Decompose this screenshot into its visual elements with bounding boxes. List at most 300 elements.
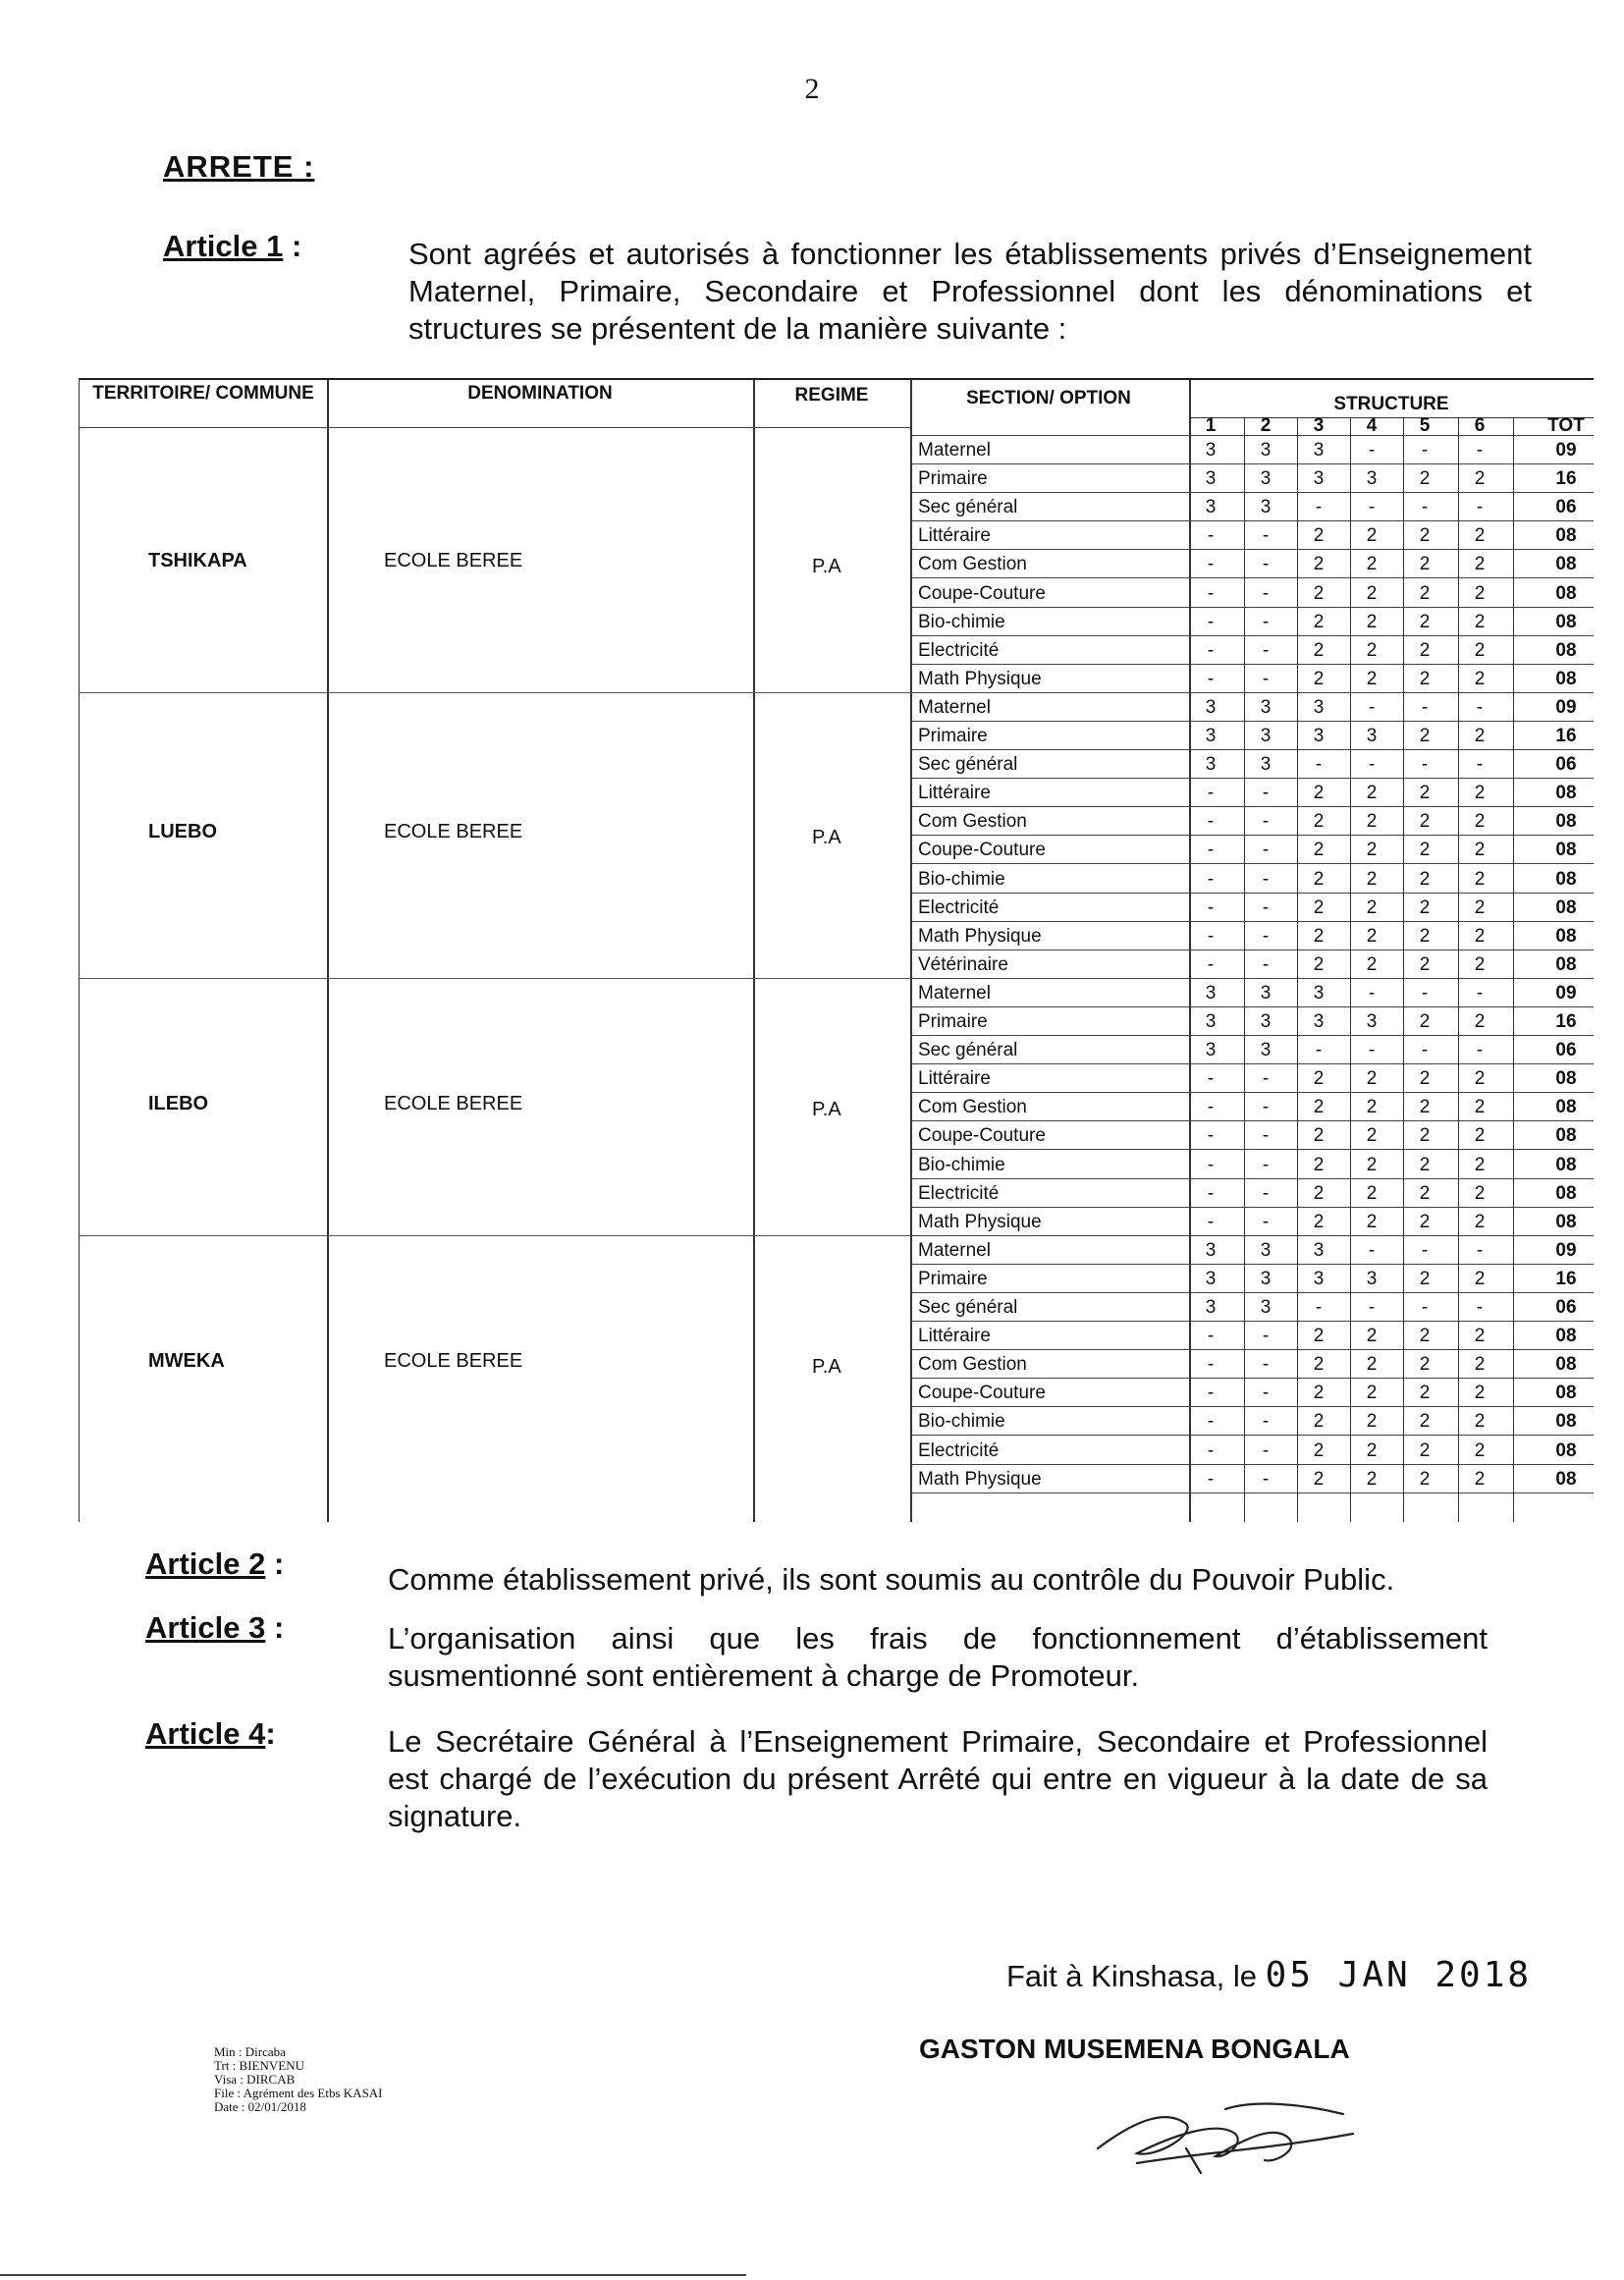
table-row [910, 578, 1594, 608]
structure-cell-5: 2 [1419, 1125, 1431, 1147]
structure-cell-5: 2 [1419, 468, 1431, 490]
header-denomination: DENOMINATION [467, 383, 613, 404]
structure-cell-1: - [1207, 1154, 1215, 1175]
structure-cell-4: 2 [1366, 1411, 1378, 1433]
table-row [910, 692, 1594, 722]
structure-cell-4: - [1368, 982, 1376, 1004]
structure-cell-6: 2 [1474, 726, 1486, 746]
section-option: Bio-chimie [918, 611, 1005, 632]
reference-line: Date : 02/01/2018 [214, 2099, 306, 2114]
structure-cell-6: - [1476, 754, 1484, 776]
structure-cell-1: 3 [1205, 1239, 1217, 1261]
table-row [910, 520, 1594, 550]
structure-cell-5: 2 [1419, 1011, 1431, 1032]
structure-cell-6: 2 [1474, 1326, 1486, 1347]
structure-cell-6: - [1476, 1040, 1484, 1061]
structure-cell-2: - [1262, 1154, 1270, 1175]
article-2-text: Comme établissement privé, ils sont soumis au contrôle du Pouvoir Public. [388, 1562, 1395, 1597]
regime: P.A [812, 1355, 841, 1378]
structure-cell-2: - [1262, 925, 1270, 947]
structure-cell-4: 2 [1366, 868, 1378, 890]
structure-cell-6: 2 [1474, 639, 1486, 661]
structure-cell-5: 2 [1419, 1154, 1431, 1175]
structure-cell-2: 3 [1260, 726, 1272, 746]
section-option: Com Gestion [918, 554, 1027, 575]
structure-cell-1: - [1207, 1468, 1215, 1490]
structure-cell-1: 3 [1205, 754, 1217, 776]
structure-cell-1: - [1207, 953, 1215, 975]
structure-cell-3: 2 [1313, 1068, 1325, 1090]
territoire-ilebo: ILEBO [148, 1092, 209, 1114]
structure-cell-4: - [1368, 696, 1376, 718]
total-cell: 08 [1555, 1411, 1577, 1433]
structure-cell-3: 2 [1313, 1383, 1325, 1404]
section-option: Bio-chimie [918, 1154, 1005, 1175]
structure-cell-3: 2 [1313, 1439, 1325, 1461]
section-option: Sec général [918, 1040, 1018, 1061]
structure-columns-header [910, 417, 1594, 436]
section-option: Maternel [918, 440, 991, 461]
structure-cell-5: - [1421, 696, 1429, 718]
article-4-label: Article 4: [145, 1716, 276, 1751]
denomination: ECOLE BEREE [384, 1349, 523, 1372]
structure-cell-6: - [1476, 982, 1484, 1004]
structure-cell-4: - [1368, 754, 1376, 776]
table-row [910, 978, 1594, 1007]
section-option: Sec général [918, 1297, 1018, 1318]
structure-cell-3: 2 [1313, 840, 1325, 861]
col-header-2: 2 [1260, 415, 1272, 436]
structure-cell-4: 3 [1366, 468, 1378, 490]
total-cell: 08 [1555, 840, 1577, 861]
total-cell: 08 [1555, 811, 1577, 833]
structure-cell-5: 2 [1419, 925, 1431, 947]
table-row [910, 463, 1594, 493]
table-row [910, 1207, 1594, 1236]
structure-cell-1: - [1207, 840, 1215, 861]
total-cell: 08 [1555, 1211, 1577, 1232]
structure-cell-2: 3 [1260, 754, 1272, 776]
reference-line: Visa : DIRCAB [214, 2072, 296, 2087]
structure-cell-3: 2 [1313, 1411, 1325, 1433]
column-divider [1403, 417, 1404, 1522]
structure-cell-3: 2 [1313, 1354, 1325, 1376]
structure-cell-5: - [1421, 1040, 1429, 1061]
col-header-tot: TOT [1547, 415, 1585, 436]
total-cell: 06 [1555, 754, 1577, 776]
structure-cell-1: - [1207, 896, 1215, 918]
section-option: Math Physique [918, 1468, 1042, 1490]
structure-cell-2: - [1262, 868, 1270, 890]
structure-cell-1: - [1207, 1211, 1215, 1232]
structure-cell-5: 2 [1419, 1326, 1431, 1347]
structure-cell-2: - [1262, 783, 1270, 804]
structure-cell-6: 2 [1474, 554, 1486, 575]
col-header-4: 4 [1366, 415, 1378, 436]
total-cell: 08 [1555, 668, 1577, 689]
structure-cell-1: 3 [1205, 1268, 1217, 1289]
total-cell: 09 [1555, 1239, 1577, 1261]
structure-cell-6: 2 [1474, 668, 1486, 689]
group-separator [80, 692, 910, 693]
reference-line: Trt : BIENVENU [214, 2058, 304, 2073]
structure-cell-6: 2 [1474, 525, 1486, 547]
column-divider [1244, 417, 1245, 1522]
structure-cell-5: 2 [1419, 639, 1431, 661]
structure-cell-3: 3 [1313, 440, 1325, 461]
structure-cell-3: 2 [1313, 1326, 1325, 1347]
structure-cell-4: 2 [1366, 953, 1378, 975]
table-row [910, 1321, 1594, 1350]
structure-cell-3: - [1315, 497, 1323, 518]
column-divider [1350, 417, 1351, 1522]
structure-cell-1: - [1207, 639, 1215, 661]
place-and-date [1006, 1955, 1532, 1995]
structure-cell-5: 2 [1419, 811, 1431, 833]
structure-cell-4: 3 [1366, 1268, 1378, 1289]
structure-cell-5: - [1421, 440, 1429, 461]
structure-cell-6: 2 [1474, 953, 1486, 975]
structure-cell-4: - [1368, 1297, 1376, 1318]
table-row [910, 1063, 1594, 1093]
section-option: Electricité [918, 639, 1000, 661]
structure-cell-4: 2 [1366, 811, 1378, 833]
col-header-1: 1 [1205, 415, 1217, 436]
section-option: Com Gestion [918, 1097, 1027, 1118]
header-territoire: TERRITOIRE/ COMMUNE [92, 383, 314, 404]
table-row [910, 864, 1594, 894]
signatory-name: GASTON MUSEMENA BONGALA [919, 2034, 1350, 2064]
structure-cell-5: 2 [1419, 1439, 1431, 1461]
structure-cell-3: 3 [1313, 1268, 1325, 1289]
total-cell: 08 [1555, 1326, 1577, 1347]
structure-cell-3: - [1315, 1040, 1323, 1061]
structure-cell-5: - [1421, 1297, 1429, 1318]
structure-cell-2: - [1262, 1182, 1270, 1204]
structure-cell-1: 3 [1205, 468, 1217, 490]
structure-cell-4: 2 [1366, 1154, 1378, 1175]
structure-cell-2: - [1262, 840, 1270, 861]
table-row [910, 1178, 1594, 1208]
structure-cell-3: 3 [1313, 982, 1325, 1004]
structure-cell-4: 2 [1366, 896, 1378, 918]
table-row [910, 921, 1594, 950]
table-row [910, 492, 1594, 521]
structure-cell-6: - [1476, 1297, 1484, 1318]
article-4-text: Le Secrétaire Général à l’Enseignement Primaire, Secondaire et Professionnel est chargé de l’exécution du présent Arrêté qui entre en vigueur à la date de sa signature. [388, 1724, 1488, 1833]
structure-cell-5: 2 [1419, 1468, 1431, 1490]
structure-cell-3: 3 [1313, 726, 1325, 746]
structure-cell-4: 2 [1366, 668, 1378, 689]
section-option: Sec général [918, 497, 1018, 518]
total-cell: 08 [1555, 525, 1577, 547]
table-row [910, 664, 1594, 693]
table-row [910, 435, 1594, 464]
structure-cell-1: - [1207, 868, 1215, 890]
structure-cell-4: 3 [1366, 1011, 1378, 1032]
structure-cell-1: - [1207, 1097, 1215, 1118]
structure-cell-1: - [1207, 925, 1215, 947]
structure-cell-1: 3 [1205, 696, 1217, 718]
structure-cell-5: - [1421, 497, 1429, 518]
structure-cell-4: 2 [1366, 611, 1378, 632]
structure-cell-4: - [1368, 440, 1376, 461]
structure-cell-2: - [1262, 1439, 1270, 1461]
structure-cell-4: 2 [1366, 840, 1378, 861]
structure-cell-2: - [1262, 953, 1270, 975]
structure-cell-2: 3 [1260, 696, 1272, 718]
table-row [910, 1406, 1594, 1436]
total-cell: 08 [1555, 896, 1577, 918]
table-row [910, 950, 1594, 979]
total-cell: 08 [1555, 1154, 1577, 1175]
regime: P.A [812, 827, 841, 849]
structure-cell-2: - [1262, 1097, 1270, 1118]
structure-cell-5: 2 [1419, 1068, 1431, 1090]
section-option: Littéraire [918, 1068, 991, 1090]
structure-cell-3: 2 [1313, 925, 1325, 947]
table-row [910, 1006, 1594, 1036]
total-cell: 16 [1555, 1011, 1577, 1032]
structure-cell-1: 3 [1205, 726, 1217, 746]
structure-cell-1: - [1207, 1125, 1215, 1147]
column-divider [1297, 417, 1298, 1522]
structure-cell-6: 2 [1474, 1011, 1486, 1032]
structure-cell-4: 2 [1366, 1097, 1378, 1118]
structure-cell-5: 2 [1419, 1211, 1431, 1232]
structure-cell-4: 2 [1366, 783, 1378, 804]
structure-cell-6: - [1476, 440, 1484, 461]
structure-cell-3: 2 [1313, 1182, 1325, 1204]
structure-cell-2: 3 [1260, 497, 1272, 518]
structure-cell-3: 2 [1313, 554, 1325, 575]
structure-cell-5: 2 [1419, 668, 1431, 689]
total-cell: 16 [1555, 1268, 1577, 1289]
total-cell: 08 [1555, 1125, 1577, 1147]
structure-cell-4: 2 [1366, 1182, 1378, 1204]
structure-cell-6: 2 [1474, 1068, 1486, 1090]
structure-cell-2: - [1262, 554, 1270, 575]
structure-cell-5: 2 [1419, 525, 1431, 547]
total-cell: 09 [1555, 440, 1577, 461]
section-option: Primaire [918, 726, 988, 746]
structure-cell-5: 2 [1419, 1411, 1431, 1433]
reference-block [214, 2045, 383, 2114]
table-row [910, 1035, 1594, 1064]
structure-cell-5: 2 [1419, 840, 1431, 861]
structure-cell-1: 3 [1205, 1011, 1217, 1032]
total-cell: 09 [1555, 696, 1577, 718]
structure-cell-2: - [1262, 1468, 1270, 1490]
structure-cell-3: 3 [1313, 1239, 1325, 1261]
denomination: ECOLE BEREE [384, 821, 523, 843]
table-row [910, 549, 1594, 578]
table-row [910, 635, 1594, 665]
structure-cell-3: 2 [1313, 525, 1325, 547]
structure-cell-5: 2 [1419, 1383, 1431, 1404]
structure-cell-2: - [1262, 1383, 1270, 1404]
structure-cell-1: - [1207, 1439, 1215, 1461]
structure-cell-4: 2 [1366, 1439, 1378, 1461]
col-header-3: 3 [1313, 415, 1325, 436]
structure-cell-4: - [1368, 1239, 1376, 1261]
section-option: Littéraire [918, 525, 991, 547]
structure-cell-5: 2 [1419, 1182, 1431, 1204]
structure-cell-5: 2 [1419, 896, 1431, 918]
structure-cell-3: 2 [1313, 1468, 1325, 1490]
total-cell: 08 [1555, 1439, 1577, 1461]
structure-cell-1: 3 [1205, 497, 1217, 518]
structure-cell-6: 2 [1474, 1211, 1486, 1232]
structure-cell-3: 2 [1313, 783, 1325, 804]
structure-cell-4: - [1368, 497, 1376, 518]
section-option: Bio-chimie [918, 1411, 1005, 1433]
structure-cell-6: 2 [1474, 1383, 1486, 1404]
structure-cell-4: 2 [1366, 525, 1378, 547]
column-divider [1513, 417, 1514, 1522]
denomination: ECOLE BEREE [384, 549, 523, 571]
section-option: Littéraire [918, 1326, 991, 1347]
total-cell: 08 [1555, 868, 1577, 890]
structure-cell-1: - [1207, 554, 1215, 575]
schools-structure-table [79, 378, 1594, 1522]
structure-cell-2: - [1262, 611, 1270, 632]
page-number: 2 [804, 73, 820, 105]
structure-cell-4: 2 [1366, 554, 1378, 575]
total-cell: 06 [1555, 1040, 1577, 1061]
handwritten-signature [1078, 2080, 1392, 2198]
structure-cell-3: 2 [1313, 811, 1325, 833]
section-option: Math Physique [918, 925, 1042, 947]
structure-cell-6: 2 [1474, 1097, 1486, 1118]
structure-cell-4: 2 [1366, 1125, 1378, 1147]
table-row [910, 721, 1594, 750]
structure-cell-1: - [1207, 1068, 1215, 1090]
article-2-label: Article 2 : [145, 1547, 285, 1581]
total-cell: 16 [1555, 726, 1577, 746]
total-cell: 08 [1555, 611, 1577, 632]
structure-cell-5: 2 [1419, 868, 1431, 890]
structure-cell-6: 2 [1474, 783, 1486, 804]
structure-cell-4: 3 [1366, 726, 1378, 746]
regime: P.A [812, 555, 841, 577]
structure-cell-5: 2 [1419, 1097, 1431, 1118]
decree-heading: ARRETE : [163, 149, 315, 184]
structure-cell-4: 2 [1366, 1068, 1378, 1090]
structure-cell-6: 2 [1474, 1154, 1486, 1175]
section-option: Maternel [918, 1239, 991, 1261]
structure-cell-2: - [1262, 668, 1270, 689]
total-cell: 08 [1555, 783, 1577, 804]
place-prefix: Fait à Kinshasa, le [1006, 1959, 1266, 1993]
group-separator [80, 1235, 910, 1236]
structure-cell-2: - [1262, 1326, 1270, 1347]
total-cell: 08 [1555, 925, 1577, 947]
header-section: SECTION/ OPTION [966, 388, 1131, 408]
structure-cell-6: 2 [1474, 611, 1486, 632]
territoire-luebo: LUEBO [148, 821, 217, 843]
table-row [910, 1436, 1594, 1465]
structure-cell-2: - [1262, 582, 1270, 604]
section-option: Math Physique [918, 668, 1042, 689]
section-option: Primaire [918, 1268, 988, 1289]
structure-cell-1: 3 [1205, 1297, 1217, 1318]
structure-cell-1: - [1207, 525, 1215, 547]
header-regime: REGIME [794, 385, 869, 406]
structure-cell-3: 2 [1313, 582, 1325, 604]
structure-cell-6: - [1476, 696, 1484, 718]
structure-cell-6: 2 [1474, 468, 1486, 490]
structure-cell-4: 2 [1366, 1383, 1378, 1404]
section-option: Math Physique [918, 1211, 1042, 1232]
structure-cell-6: 2 [1474, 1468, 1486, 1490]
denomination: ECOLE BEREE [384, 1092, 523, 1114]
structure-cell-2: 3 [1260, 1268, 1272, 1289]
section-option: Coupe-Couture [918, 1383, 1046, 1404]
structure-cell-6: 2 [1474, 1125, 1486, 1147]
regime: P.A [812, 1098, 841, 1120]
structure-cell-1: - [1207, 1326, 1215, 1347]
structure-cell-2: 3 [1260, 1297, 1272, 1318]
structure-cell-2: - [1262, 1068, 1270, 1090]
section-option: Electricité [918, 896, 1000, 918]
table-row [910, 1150, 1594, 1179]
structure-cell-5: 2 [1419, 1268, 1431, 1289]
structure-cell-5: - [1421, 1239, 1429, 1261]
total-cell: 06 [1555, 497, 1577, 518]
total-cell: 08 [1555, 1468, 1577, 1490]
structure-cell-2: 3 [1260, 982, 1272, 1004]
structure-cell-2: - [1262, 1354, 1270, 1376]
structure-cell-3: 2 [1313, 896, 1325, 918]
structure-cell-3: 3 [1313, 696, 1325, 718]
header-structure: STRUCTURE [1333, 394, 1449, 414]
table-row [910, 1349, 1594, 1379]
total-cell: 08 [1555, 1383, 1577, 1404]
section-option: Primaire [918, 468, 988, 490]
territoire-mweka: MWEKA [148, 1349, 225, 1372]
section-option: Coupe-Couture [918, 840, 1046, 861]
structure-cell-4: 2 [1366, 582, 1378, 604]
section-option: Com Gestion [918, 811, 1027, 833]
structure-cell-6: 2 [1474, 1354, 1486, 1376]
column-divider [1458, 417, 1459, 1522]
table-row [910, 1292, 1594, 1322]
structure-cell-5: 2 [1419, 953, 1431, 975]
structure-cell-4: - [1368, 1040, 1376, 1061]
section-option: Vétérinaire [918, 953, 1008, 975]
section-option: Primaire [918, 1011, 988, 1032]
structure-cell-1: - [1207, 582, 1215, 604]
table-row [910, 1120, 1594, 1150]
section-option: Maternel [918, 982, 991, 1004]
section-option: Coupe-Couture [918, 582, 1046, 604]
structure-cell-3: 3 [1313, 1011, 1325, 1032]
structure-cell-2: 3 [1260, 1239, 1272, 1261]
structure-cell-2: - [1262, 1211, 1270, 1232]
structure-cell-3: 2 [1313, 1097, 1325, 1118]
structure-cell-1: - [1207, 1411, 1215, 1433]
structure-cell-1: - [1207, 1182, 1215, 1204]
section-option: Com Gestion [918, 1354, 1027, 1376]
structure-cell-4: 2 [1366, 1354, 1378, 1376]
total-cell: 09 [1555, 982, 1577, 1004]
structure-cell-1: 3 [1205, 982, 1217, 1004]
total-cell: 08 [1555, 1068, 1577, 1090]
structure-cell-6: - [1476, 497, 1484, 518]
territoire-tshikapa: TSHIKAPA [148, 549, 247, 571]
table-row [910, 778, 1594, 807]
